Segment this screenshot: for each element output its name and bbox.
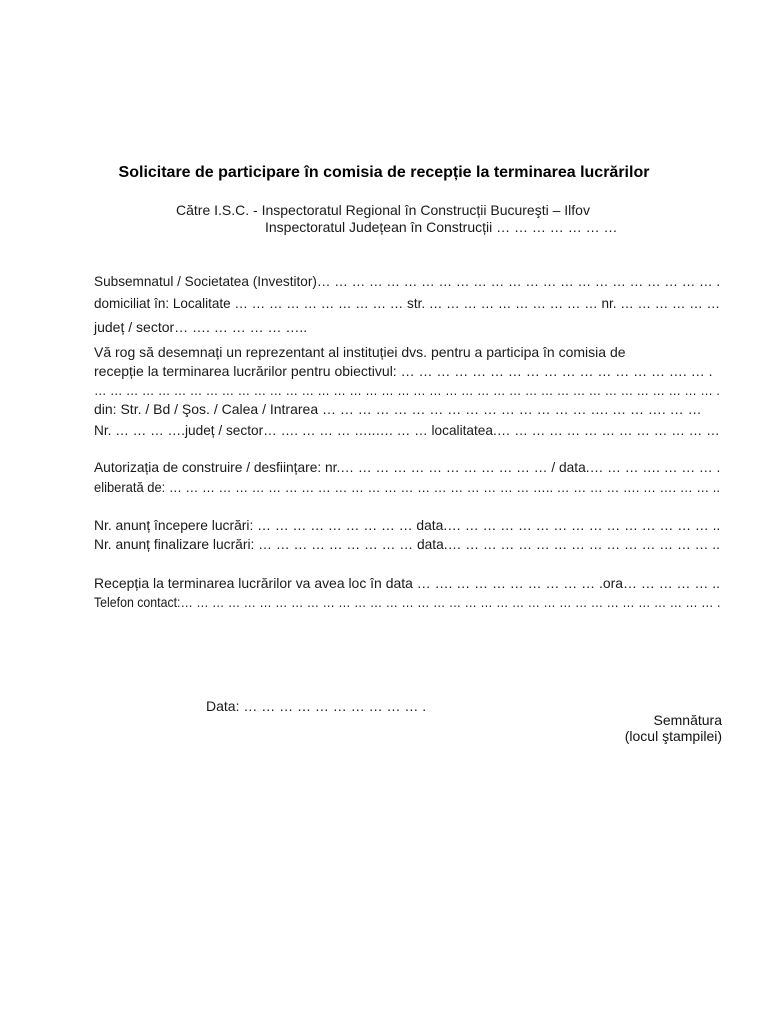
request-text-line-2: recepție la terminarea lucrărilor pentru obiectivul: … … … … … … … … … … … … … … … …. … . (94, 363, 713, 379)
county-sector-field: județ / sector… …. … … … … ….. (94, 319, 308, 335)
objective-dots-line: … … … … … … … … … … … … … … … … … … … … … … … … … … … … … … … … … … … … … … … . (94, 382, 720, 398)
document-title: Solicitare de participare în comisia de recepție la terminarea lucrărilor (118, 164, 650, 181)
investor-field: Subsemnatul / Societatea (Investitor)… … … … … … … … … … … … … … … … … … … … … … … . (94, 273, 721, 289)
request-text-line-1: Vă rog să desemnați un reprezentant al instituției dvs. pentru a participa în comisia de (94, 344, 626, 360)
addressee-line-2: Inspectoratul Județean în Construcții … … … … … … … (265, 219, 618, 235)
stamp-label: (locul ştampilei) (624, 728, 722, 744)
end-notice-field: Nr. anunț finalizare lucrări: … … … … … … … … … data.… … … … … … … … … … … … … … … .. (94, 536, 720, 552)
permit-field: Autorizația de construire / desființare: nr.… … … … … … … … … … … … / data.… … … …. … … … . (94, 459, 721, 475)
phone-contact-field: Telefon contact:… … … … … … … … … … … … … … … … … … … … … … … … … … … … … … … … … … . (94, 594, 721, 610)
start-notice-field: Nr. anunț începere lucrări: … … … … … … … … … data.… … … … … … … … … … … … … … … .. (94, 517, 721, 533)
signature-label: Semnătura (653, 712, 722, 728)
issued-by-field: eliberată de: … … … … … … … … … … … … … … … … … … … … … … ….. … … … … …. … …. … … .. (94, 479, 721, 495)
address-field: din: Str. / Bd / Şos. / Calea / Intrarea … … … … … … … … … … … … … … … …. … … …. … … (94, 401, 702, 417)
domicile-field: domiciliat în: Localitate … … … … … … … … … … str. … … … … … … … … … … nr. … … … … … … (94, 295, 721, 311)
date-field: Data: … … … … … … … … … … . (206, 698, 427, 714)
number-county-locality-field: Nr. … … … ….județ / sector… …. … … … …..…. … … localitatea.… … … … … … … … … … … … … (94, 422, 720, 438)
reception-date-field: Recepția la terminarea lucrărilor va avea loc în data … …. … … … … … … … … .ora… … … … … .. (94, 575, 720, 591)
addressee-line-1: Către I.S.C. - Inspectoratul Regional în Construcții Bucureşti – Ilfov (176, 202, 590, 218)
